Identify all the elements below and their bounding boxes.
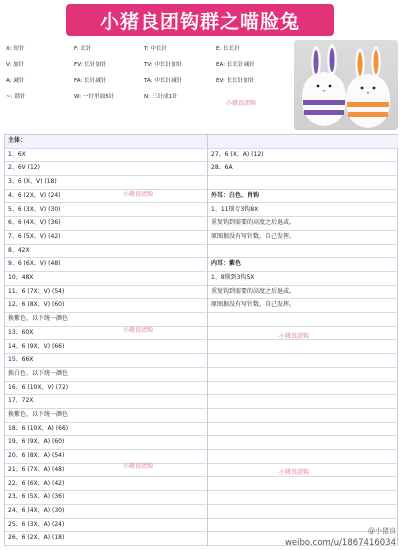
legend-entry: TA: 中长针减针 — [144, 78, 183, 84]
empty-row — [208, 450, 398, 464]
watermark: 小猪良团钩 — [226, 100, 257, 107]
empty-row — [208, 368, 398, 382]
legend-entry: A: 减针 — [6, 78, 25, 84]
empty-row — [208, 313, 398, 327]
pattern-row: 12、6 (8X、V) (60) — [5, 299, 207, 313]
watermark: 小猪良团钩 — [279, 333, 310, 340]
empty-row — [208, 478, 398, 492]
section-heading: 外耳：白色、肖钩 — [208, 190, 398, 204]
author-handle: @小猪良 — [368, 527, 396, 535]
empty-row — [208, 423, 398, 437]
pattern-row: 8、42X — [5, 245, 207, 259]
bunny-illustration — [294, 40, 398, 130]
pattern-row: 13、60X — [5, 327, 207, 341]
title-banner — [66, 4, 334, 36]
pattern-row: 23、6 (5X、A) (36) — [5, 491, 207, 505]
legend-entry: T: 中长针 — [144, 46, 168, 52]
legend-entry: ~: 锁针 — [6, 94, 26, 100]
pattern-row: 换紫色、以下统一颜色 — [5, 313, 207, 327]
weibo-url: weibo.com/u/1867416034 — [284, 538, 396, 548]
pattern-row: 换紫色、以下统一颜色 — [5, 409, 207, 423]
pattern-row: 18、6 (10X、A) (66) — [5, 423, 207, 437]
legend-entry: V: 加针 — [6, 62, 25, 68]
pattern-row: 9、6 (6X、V) (48) — [5, 258, 207, 272]
legend-entry: F: 长针 — [74, 46, 92, 52]
bunny-photo — [294, 40, 398, 130]
pattern-row: 原图据没有写针数，自己发挥。 — [208, 299, 398, 313]
pattern-row: 7、6 (5X、V) (42) — [5, 231, 207, 245]
legend-entry: E: 长长针 — [216, 46, 240, 52]
section-heading: 内耳：紫色 — [208, 258, 398, 272]
empty-row — [208, 409, 398, 423]
watermark: 小猪良团钩 — [123, 191, 154, 198]
pattern-row: 16、6 (10X、V) (72) — [5, 382, 207, 396]
empty-row — [208, 395, 398, 409]
page-title: 小猪良团钩群之喵脸兔 — [99, 10, 300, 33]
legend-entry: EV: 长长针加针 — [216, 78, 255, 84]
pattern-row: 1、6X — [5, 149, 207, 163]
empty-row — [208, 491, 398, 505]
pattern-row: 4、6 (2X、V) (24) — [5, 190, 207, 204]
pattern-row: 14、6 (9X、V) (66) — [5, 341, 207, 355]
legend-entry: FV: 长针加针 — [74, 62, 107, 68]
pattern-row: 1、11锁专3钩8X — [208, 204, 398, 218]
pattern-row: 27、6 (X、A) (12) — [208, 149, 398, 163]
header-band — [208, 135, 398, 149]
pattern-row: 重复钩到需要的高度之后退或。 — [208, 286, 398, 300]
pattern-row: 19、6 (9X、A) (60) — [5, 436, 207, 450]
legend-entry: FA: 长针减针 — [74, 78, 107, 84]
pattern-row: 22、6 (6X、A) (42) — [5, 478, 207, 492]
pattern-row: 3、6 (X、V) (18) — [5, 176, 207, 190]
pattern-row: 20、6 (8X、A) (54) — [5, 450, 207, 464]
pattern-row: 24、6 (4X、A) (30) — [5, 505, 207, 519]
pattern-row: 21、6 (7X、A) (48) — [5, 464, 207, 478]
empty-row — [208, 341, 398, 355]
pattern-row: 换白色、以下统一颜色 — [5, 368, 207, 382]
pattern-row: 15、66X — [5, 354, 207, 368]
legend-entry: W: 一针里面5针 — [74, 94, 115, 100]
pattern-row: 1、8锁到3钩5X — [208, 272, 398, 286]
pattern-row — [208, 176, 398, 190]
pattern-table — [4, 134, 398, 546]
pattern-row: 6、6 (4X、V) (36) — [5, 217, 207, 231]
section-heading: 主体： — [5, 135, 207, 149]
legend-entry: N: 三针成1针 — [144, 94, 178, 100]
pattern-row: 5、6 (3X、V) (30) — [5, 204, 207, 218]
pattern-row: 2、6V (12) — [5, 162, 207, 176]
legend-entry: TV: 中长针加针 — [144, 62, 183, 68]
empty-row — [208, 436, 398, 450]
pattern-row: 28、6A — [208, 162, 398, 176]
empty-row — [208, 354, 398, 368]
pattern-row: 原图据没有写针数，自己发挥。 — [208, 231, 398, 245]
legend-entry: X: 短针 — [6, 46, 25, 52]
watermark: 小猪良团钩 — [123, 327, 154, 334]
pattern-row: 25、6 (3X、A) (24) — [5, 519, 207, 533]
watermark: 小猪良团钩 — [123, 463, 154, 470]
pattern-row: 26、6 (2X、A) (18) — [5, 532, 207, 546]
pattern-row: 17、72X — [5, 395, 207, 409]
pattern-row: 重复钩到需要的高度之后退或。 — [208, 217, 398, 231]
pattern-row: 10、48X — [5, 272, 207, 286]
pattern-row: 11、6 (7X、V) (54) — [5, 286, 207, 300]
pattern-row — [208, 245, 398, 259]
legend-entry: EA: 长长针减针 — [216, 62, 255, 68]
watermark: 小猪良团钩 — [279, 469, 310, 476]
empty-row — [208, 382, 398, 396]
empty-row — [208, 505, 398, 519]
